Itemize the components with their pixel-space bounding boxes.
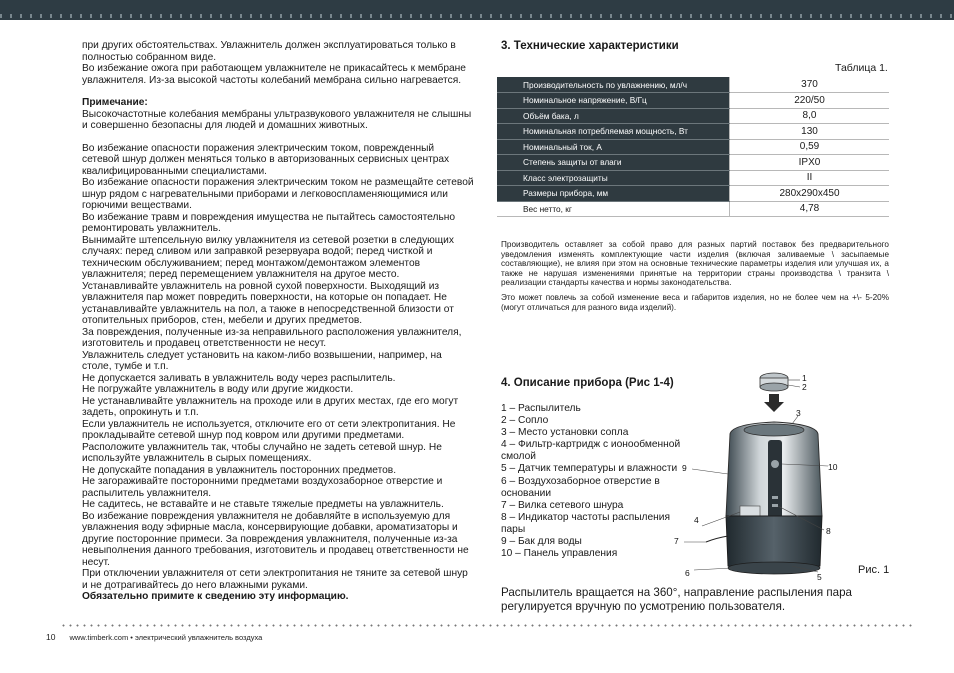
paragraph: Не садитесь, не вставайте и не ставьте тяжелые предметы на увлажнитель.	[82, 499, 444, 510]
specs-section-title: 3. Технические характеристики	[501, 40, 679, 52]
paragraph: Если увлажнитель не используется, отключите его от сети электропитания. Не прокладывайте сетевой шнур под ковром или другими предметами.	[82, 418, 456, 441]
table-row	[497, 124, 889, 140]
spec-label: Производительность по увлажнению, мл/ч	[497, 77, 730, 93]
callout-label: 10	[828, 462, 838, 472]
footer-divider	[60, 624, 914, 627]
rotation-note: Распылитель вращается на 360°, направление распыления пара регулируется вручную по усмотрению пользователя.	[501, 586, 852, 613]
spec-label: Вес нетто, кг	[497, 201, 730, 217]
spec-label: Номинальное напряжение, В/Гц	[497, 93, 730, 109]
arrow-down-icon	[764, 394, 784, 412]
paragraph: Не погружайте увлажнитель в воду или другие жидкости.	[82, 384, 354, 395]
left-column	[82, 40, 474, 603]
top-header-bar	[0, 0, 954, 20]
legend-item: 3 – Место установки сопла	[501, 427, 629, 439]
spec-value: 280х290х450	[730, 186, 890, 202]
callout-label: 6	[685, 568, 690, 578]
legend-item: 1 – Распылитель	[501, 403, 581, 414]
control-knob	[771, 460, 779, 468]
table-row	[497, 170, 889, 186]
paragraph: Во избежание опасности поражения электрическим током, поврежденный сетевой шнур должен меняться только в авторизованных сервисных центрах квалифицированными специалистами.	[82, 142, 450, 177]
table-row	[497, 139, 889, 155]
spec-value: 220/50	[730, 93, 890, 109]
paragraph: Во избежание травм и повреждения имущества не пытайтесь самостоятельно ремонтировать увлажнитель.	[82, 211, 456, 234]
paragraph: За повреждения, полученные из-за неправильного расположения увлажнителя, изготовитель и продавец ответственности не несут.	[82, 326, 462, 349]
note-text: Высокочастотные колебания мембраны ультразвукового увлажнителя не слышны и совершенно безопасны для людей и домашних животных.	[82, 108, 472, 131]
paragraph: Вынимайте штепсельную вилку увлажнителя из сетевой розетки в следующих случаях: перед сливом или заправкой резервуара водой; перед чисткой и техническим обслуживанием; перед монтажом/демонтажом элементов увлажнителя; перед перемещением увлажнителя на другое место.	[82, 234, 454, 280]
callout-label: 7	[674, 536, 679, 546]
paragraph: При отключении увлажнителя от сети электропитания не тяните за сетевой шнур и не дотрагивайтесь до него влажными руками.	[82, 568, 468, 591]
spec-value: 8,0	[730, 108, 890, 124]
table-row	[497, 201, 889, 217]
paragraph: Во избежание опасности поражения электрическим током не размещайте сетевой шнур рядом с нагревательными приборами и легковоспламеняющимися или горючими веществами.	[82, 177, 474, 211]
legend-item: 8 – Индикатор частоты распыления пары	[501, 511, 670, 535]
paragraph: Не загораживайте посторонними предметами воздухозаборное отверстие и распылитель увлажнителя.	[82, 476, 443, 499]
paragraph: Не допускается заливать в увлажнитель воду через распылитель.	[82, 372, 396, 384]
legend-item: 2 – Сопло	[501, 415, 549, 427]
legend-item: 10 – Панель управления	[501, 548, 618, 560]
spec-value: II	[730, 170, 890, 186]
spec-label: Класс электрозащиты	[497, 170, 730, 186]
table-row	[497, 108, 889, 124]
callout-label: 8	[826, 526, 831, 536]
spec-label: Размеры прибора, мм	[497, 186, 730, 202]
legend-item: 4 – Фильтр-картридж с ионообменной смолой	[501, 439, 681, 463]
callout-label: 3	[796, 408, 801, 418]
paragraph: Во избежание ожога при работающем увлажнителе не прикасайтесь к мембране увлажнителя. Из-за высокой частоты колебаний мембрана сильно нагревается.	[82, 63, 466, 86]
callout-label: 5	[817, 572, 822, 582]
indicator-light	[772, 504, 778, 507]
sprayer-base	[760, 383, 788, 391]
legend-item: 5 – Датчик температуры и влажности	[501, 463, 678, 475]
table-caption: Таблица 1.	[835, 62, 888, 74]
humidifier-illustration	[672, 366, 852, 586]
weight-note: Это может повлечь за собой изменение веса и габаритов изделия, но не более чем на +\- 5-20% (могут отличаться для разного вида изделий).	[501, 293, 889, 312]
note-title: Примечание:	[82, 97, 148, 108]
legend-item: 7 – Вилка сетевого шнура	[501, 499, 624, 511]
callout-label: 9	[682, 463, 687, 473]
callout-label: 1	[802, 373, 807, 383]
spec-value: 4,78	[730, 201, 890, 217]
spec-value: 130	[730, 124, 890, 140]
description-section-title: 4. Описание прибора (Рис 1-4)	[501, 377, 674, 389]
page-footer	[46, 632, 262, 642]
footer-text: www.timberk.com • электрический увлажнитель воздуха	[69, 633, 263, 642]
callout-label: 4	[694, 515, 699, 525]
paragraph: Не допускайте попадания в увлажнитель посторонних предметов.	[82, 464, 397, 476]
table-row	[497, 186, 889, 202]
paragraph: Во избежание повреждения увлажнителя не добавляйте в используемую для увлажнения воду эфирные масла, консервирующие добавки, ароматизаторы и другие посторонние примеси. За повреждения увлажнителя, полученные из-за невыполнения данного требования, изготовитель и продавец ответственности не несут.	[82, 510, 469, 568]
power-cord	[706, 536, 728, 542]
air-intake	[728, 562, 820, 574]
spec-label: Номинальный ток, А	[497, 139, 730, 155]
paragraph: Расположите увлажнитель так, чтобы случайно не задеть сетевой шнур. Не используйте увлажнитель в сырых помещениях.	[82, 441, 442, 464]
header-tick-marks	[0, 14, 954, 18]
paragraph: при других обстоятельствах. Увлажнитель должен эксплуатироваться только в полностью собранном виде.	[82, 40, 456, 63]
parts-legend	[501, 403, 691, 560]
indicator-light	[772, 496, 778, 499]
table-row	[497, 93, 889, 109]
paragraph: Не устанавливайте увлажнитель на проходе или в других местах, где его могут задеть, опрокинуть и т.п.	[82, 395, 459, 418]
table-row	[497, 77, 889, 93]
final-warning: Обязательно примите к сведению эту информацию.	[82, 591, 349, 602]
table-row	[497, 155, 889, 171]
page-number: 10	[46, 632, 56, 642]
figure-caption: Рис. 1	[858, 564, 890, 576]
spec-value: 0,59	[730, 139, 890, 155]
specs-table	[497, 77, 889, 217]
paragraph: Устанавливайте увлажнитель на ровной сухой поверхности. Выходящий из увлажнителя пар может повредить поверхности, на которые он попадает. Не устанавливайте увлажнитель на пол, а также в непосредственной близости от отопительных приборов, стен, мебели и других предметов.	[82, 280, 454, 326]
legend-item: 6 – Воздухозаборное отверстие в основании	[501, 475, 660, 499]
nozzle-socket	[744, 424, 804, 436]
spec-label: Номинальная потребляемая мощность, Вт	[497, 124, 730, 140]
callout-label: 2	[802, 382, 807, 392]
manufacturer-note: Производитель оставляет за собой право для разных партий поставок без предварительного уведомления изменять комплектующие части изделия (включая заливаемые \ засыпаемые составляющие), не влияя при этом на основные технические параметры изделия или улучшая их, а также не нарушая изменениями принятые на территории страны производства \ транзита \ реализации стандарты качества и нормы законодательства.	[501, 240, 889, 288]
spec-label: Объём бака, л	[497, 108, 730, 124]
spec-value: IPX0	[730, 155, 890, 171]
paragraph: Увлажнитель следует установить на каком-либо возвышении, например, на столе, тумбе и т.п.	[82, 349, 442, 372]
legend-item: 9 – Бак для воды	[501, 536, 582, 548]
spec-label: Степень защиты от влаги	[497, 155, 730, 171]
spec-value: 370	[730, 77, 890, 93]
